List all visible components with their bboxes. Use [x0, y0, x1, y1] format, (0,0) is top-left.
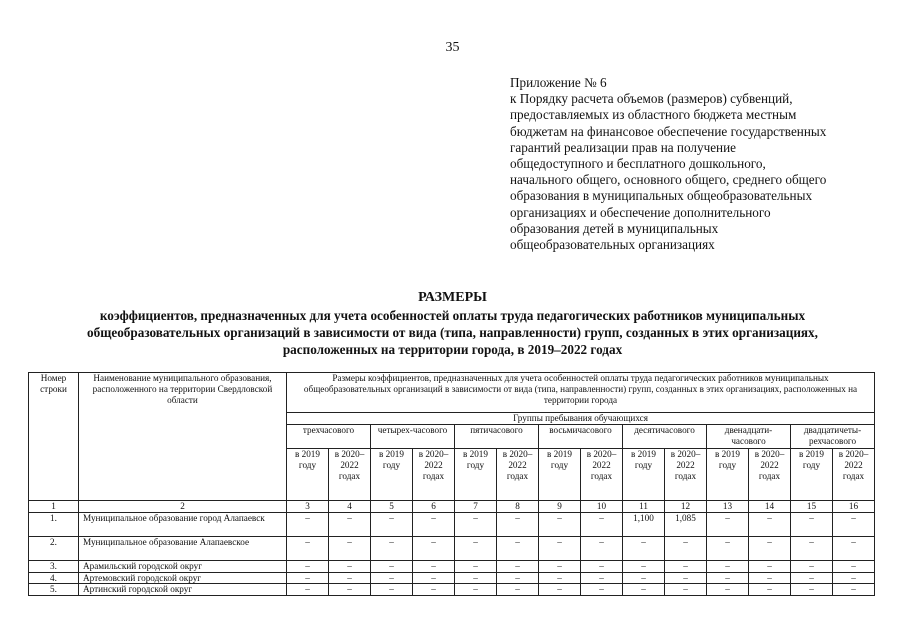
header-year-2019: в 2019 году — [455, 449, 497, 501]
coefficient-value: – — [497, 560, 539, 572]
header-municipality-name: Наименование муниципального образования, расположенного на территории Свердловской области — [79, 373, 287, 501]
table-row — [29, 584, 875, 596]
column-number: 10 — [581, 501, 623, 513]
coefficient-value: – — [329, 584, 371, 596]
appendix-line: к Порядку расчета объемов (размеров) субвенций, — [510, 91, 793, 107]
row-number: 5. — [29, 584, 79, 596]
header-year-2020-2022: в 2020–2022 годах — [413, 449, 455, 501]
municipality-name: Арамильский городской округ — [79, 560, 287, 572]
coefficient-value: – — [665, 536, 707, 560]
coefficient-value: – — [455, 584, 497, 596]
coefficient-value: – — [791, 584, 833, 596]
row-number: 3. — [29, 560, 79, 572]
coefficient-value: – — [371, 584, 413, 596]
header-year-2019: в 2019 году — [707, 449, 749, 501]
coefficient-value: – — [791, 512, 833, 536]
appendix-line: образования в муниципальных общеобразовательных — [510, 188, 813, 204]
coefficient-value: – — [539, 584, 581, 596]
coefficient-value: – — [455, 560, 497, 572]
header-coefficient-sizes: Размеры коэффициентов, предназначенных для учета особенностей оплаты труда педагогических работников муниципальных общеобразовательных организаций в зависимости от вида (типа, направленности) групп, созданных в этих организациях, расположенных на территории города — [287, 373, 875, 413]
coefficients-table — [28, 372, 875, 596]
coefficient-value: – — [287, 512, 329, 536]
coefficient-value: – — [623, 572, 665, 584]
header-group-mode: двадцатичеты-рехчасового — [791, 425, 875, 449]
coefficient-value: – — [749, 536, 791, 560]
document-subtitle — [20, 307, 885, 358]
coefficient-value: – — [581, 572, 623, 584]
header-year-2020-2022: в 2020–2022 годах — [497, 449, 539, 501]
column-number: 3 — [287, 501, 329, 513]
appendix-line: начального общего, основного общего, среднего общего — [510, 172, 827, 188]
coefficient-value: – — [497, 512, 539, 536]
header-group-mode: десятичасового — [623, 425, 707, 449]
coefficient-value: – — [791, 572, 833, 584]
coefficient-value: – — [749, 560, 791, 572]
header-year-2020-2022: в 2020–2022 годах — [665, 449, 707, 501]
column-number: 5 — [371, 501, 413, 513]
coefficient-value: – — [707, 560, 749, 572]
coefficient-value: – — [539, 536, 581, 560]
coefficient-value: – — [665, 572, 707, 584]
row-number: 2. — [29, 536, 79, 560]
header-group-mode: пятичасового — [455, 425, 539, 449]
column-number: 8 — [497, 501, 539, 513]
column-number: 11 — [623, 501, 665, 513]
coefficient-value: – — [413, 512, 455, 536]
coefficient-value: – — [791, 536, 833, 560]
header-group-mode: четырех-часового — [371, 425, 455, 449]
coefficient-value: 1,085 — [665, 512, 707, 536]
column-number: 13 — [707, 501, 749, 513]
coefficient-value: – — [371, 560, 413, 572]
coefficient-value: – — [749, 572, 791, 584]
page-number: 35 — [445, 40, 460, 55]
subtitle-line: общеобразовательных организаций в зависимости от вида (типа, направленности) групп, созданных в этих организациях, — [87, 325, 818, 340]
header-year-2019: в 2019 году — [623, 449, 665, 501]
coefficient-value: – — [539, 572, 581, 584]
coefficient-value: – — [287, 536, 329, 560]
appendix-line: организациях и обеспечение дополнительного — [510, 204, 771, 220]
appendix-line: гарантий реализации прав на получение — [510, 139, 737, 155]
coefficient-value: – — [329, 572, 371, 584]
coefficient-value: – — [497, 572, 539, 584]
header-year-2019: в 2019 году — [371, 449, 413, 501]
appendix-block — [510, 75, 890, 253]
subtitle-line: коэффициентов, предназначенных для учета особенностей оплаты труда педагогических работников муниципальных — [99, 308, 806, 323]
header-year-2020-2022: в 2020–2022 годах — [833, 449, 875, 501]
column-number: 2 — [79, 501, 287, 513]
coefficient-value: – — [665, 560, 707, 572]
column-number: 12 — [665, 501, 707, 513]
header-year-2020-2022: в 2020–2022 годах — [749, 449, 791, 501]
header-year-2019: в 2019 году — [539, 449, 581, 501]
appendix-line: Приложение № 6 — [510, 75, 607, 90]
coefficient-value: – — [539, 512, 581, 536]
column-number: 9 — [539, 501, 581, 513]
appendix-line: общедоступного и бесплатного дошкольного, — [510, 156, 766, 172]
coefficient-value: – — [287, 560, 329, 572]
header-group-mode: восьмичасового — [539, 425, 623, 449]
coefficient-value: – — [413, 536, 455, 560]
header-year-2019: в 2019 году — [287, 449, 329, 501]
table-row — [29, 512, 875, 536]
coefficient-value: – — [749, 512, 791, 536]
municipality-name: Муниципальное образование Алапаевское — [79, 536, 287, 560]
coefficient-value: – — [707, 512, 749, 536]
table-row — [29, 572, 875, 584]
coefficient-value: – — [791, 560, 833, 572]
coefficient-value: 1,100 — [623, 512, 665, 536]
coefficient-value: – — [455, 512, 497, 536]
coefficient-value: – — [833, 584, 875, 596]
column-number: 1 — [29, 501, 79, 513]
header-group-mode: двенадцати-часового — [707, 425, 791, 449]
appendix-line: предоставляемых из областного бюджета местным — [510, 107, 797, 123]
column-number: 15 — [791, 501, 833, 513]
appendix-line: образования детей в муниципальных — [510, 220, 719, 236]
appendix-line: бюджетам на финансовое обеспечение государственных — [510, 123, 827, 139]
coefficient-value: – — [623, 560, 665, 572]
header-groups: Группы пребывания обучающихся — [287, 413, 875, 425]
header-group-mode: трехчасового — [287, 425, 371, 449]
column-number: 7 — [455, 501, 497, 513]
document-title: РАЗМЕРЫ — [418, 290, 487, 305]
coefficient-value: – — [413, 560, 455, 572]
coefficient-value: – — [329, 512, 371, 536]
row-number: 4. — [29, 572, 79, 584]
coefficient-value: – — [581, 584, 623, 596]
coefficient-value: – — [623, 536, 665, 560]
coefficient-value: – — [833, 512, 875, 536]
coefficient-value: – — [623, 584, 665, 596]
header-row-number: Номер строки — [29, 373, 79, 501]
coefficient-value: – — [749, 584, 791, 596]
coefficient-value: – — [371, 536, 413, 560]
coefficient-value: – — [707, 572, 749, 584]
column-number: 4 — [329, 501, 371, 513]
column-number: 16 — [833, 501, 875, 513]
header-year-2020-2022: в 2020–2022 годах — [581, 449, 623, 501]
coefficient-value: – — [833, 560, 875, 572]
table-row — [29, 536, 875, 560]
coefficient-value: – — [371, 512, 413, 536]
header-year-2019: в 2019 году — [791, 449, 833, 501]
coefficient-value: – — [455, 536, 497, 560]
column-number: 6 — [413, 501, 455, 513]
coefficient-value: – — [287, 572, 329, 584]
subtitle-line: расположенных на территории города, в 2019–2022 годах — [282, 342, 623, 357]
coefficient-value: – — [329, 560, 371, 572]
coefficient-value: – — [833, 536, 875, 560]
coefficient-value: – — [413, 584, 455, 596]
coefficient-value: – — [581, 536, 623, 560]
header-year-2020-2022: в 2020–2022 годах — [329, 449, 371, 501]
column-number: 14 — [749, 501, 791, 513]
coefficient-value: – — [413, 572, 455, 584]
coefficient-value: – — [665, 584, 707, 596]
coefficient-value: – — [707, 584, 749, 596]
coefficient-value: – — [539, 560, 581, 572]
coefficient-value: – — [455, 572, 497, 584]
municipality-name: Артемовский городской округ — [79, 572, 287, 584]
coefficient-value: – — [497, 536, 539, 560]
coefficient-value: – — [833, 572, 875, 584]
coefficient-value: – — [287, 584, 329, 596]
municipality-name: Артинский городской округ — [79, 584, 287, 596]
coefficient-value: – — [371, 572, 413, 584]
table-row — [29, 560, 875, 572]
coefficient-value: – — [329, 536, 371, 560]
coefficient-value: – — [581, 560, 623, 572]
municipality-name: Муниципальное образование город Алапаевск — [79, 512, 287, 536]
row-number: 1. — [29, 512, 79, 536]
coefficient-value: – — [497, 584, 539, 596]
appendix-line: общеобразовательных организациях — [510, 237, 715, 253]
coefficient-value: – — [581, 512, 623, 536]
coefficient-value: – — [707, 536, 749, 560]
